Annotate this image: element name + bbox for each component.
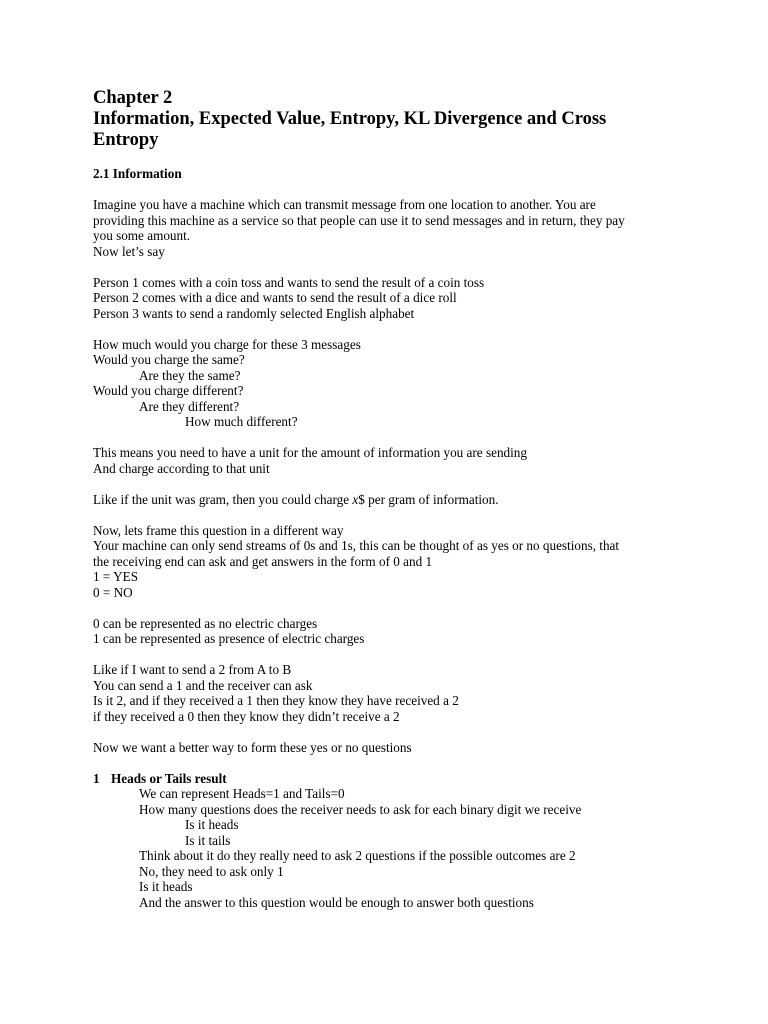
paragraph-line: Now we want a better way to form these yes or no questions <box>93 739 412 755</box>
chapter-label: Chapter 2 <box>93 88 173 108</box>
item-title: Heads or Tails result <box>111 770 227 786</box>
paragraph-line: Person 2 comes with a dice and wants to send the result of a dice roll <box>93 290 457 305</box>
paragraph-line: Would you charge the same? <box>93 352 245 367</box>
paragraph-line: Imagine you have a machine which can transmit message from one location to another. You are <box>93 197 596 212</box>
blank-line <box>93 321 713 337</box>
paragraph-line: Like if I want to send a 2 from A to B <box>93 662 292 677</box>
paragraph-line: Think about it do they really need to ask 2 questions if the possible outcomes are 2 <box>139 848 576 863</box>
paragraph-line: Is it tails <box>185 832 231 848</box>
blank-line <box>93 600 713 616</box>
paragraph-line: This means you need to have a unit for the amount of information you are sending <box>93 445 527 460</box>
paragraph-line: How many questions does the receiver needs to ask for each binary digit we receive <box>139 801 582 817</box>
paragraph-line: 0 can be represented as no electric charges <box>93 615 318 631</box>
section-heading: 2.1 Information <box>93 166 182 181</box>
variable-x: x <box>352 491 359 507</box>
paragraph-line: Is it heads <box>185 817 239 832</box>
paragraph-line: Are they the same? <box>139 367 241 383</box>
paragraph-line: Now, lets frame this question in a different way <box>93 522 344 538</box>
paragraph-line: Person 3 wants to send a randomly selected English alphabet <box>93 305 415 321</box>
blank-line <box>93 476 713 492</box>
chapter-title-line-1: Information, Expected Value, Entropy, KL Divergence and Cross <box>93 109 607 129</box>
paragraph-line: How much different? <box>185 414 298 429</box>
blank-line <box>93 259 713 275</box>
paragraph-line: the receiving end can ask and get answers in the form of 0 and 1 <box>93 553 433 569</box>
numbered-item-heading <box>93 771 713 787</box>
chapter-title <box>93 88 693 151</box>
chapter-title-line-2: Entropy <box>93 130 159 150</box>
paragraph-line: Is it heads <box>139 879 193 894</box>
paragraph-line: Is it 2, and if they received a 1 then they know they have received a 2 <box>93 693 459 708</box>
paragraph-line: Now let’s say <box>93 243 165 259</box>
body-text <box>93 197 713 910</box>
blank-line <box>93 647 713 663</box>
paragraph-line: providing this machine as a service so that people can use it to send messages and in return, they pay <box>93 212 625 228</box>
paragraph-line: And charge according to that unit <box>93 460 270 476</box>
paragraph-line: You can send a 1 and the receiver can ask <box>93 677 313 693</box>
paragraph-line: you some amount. <box>93 228 191 243</box>
paragraph-line: We can represent Heads=1 and Tails=0 <box>139 786 345 801</box>
blank-line <box>93 755 713 771</box>
paragraph-line: And the answer to this question would be enough to answer both questions <box>139 894 534 910</box>
paragraph-line: How much would you charge for these 3 messages <box>93 336 361 352</box>
blank-line <box>93 430 713 446</box>
gram-text-end: $ per gram of information. <box>358 491 499 507</box>
paragraph-line: if they received a 0 then they know they didn’t receive a 2 <box>93 708 400 724</box>
paragraph-line: Person 1 comes with a coin toss and wants to send the result of a coin toss <box>93 274 485 290</box>
blank-line <box>93 507 713 523</box>
paragraph-line: No, they need to ask only 1 <box>139 863 284 879</box>
blank-line <box>93 724 713 740</box>
paragraph-line: Are they different? <box>139 398 240 414</box>
paragraph-line: Would you charge different? <box>93 383 244 398</box>
paragraph-line <box>93 492 713 508</box>
paragraph-line: Your machine can only send streams of 0s and 1s, this can be thought of as yes or no questions, that <box>93 538 620 553</box>
paragraph-line: 1 can be represented as presence of electric charges <box>93 631 365 646</box>
paragraph-line: 0 = NO <box>93 584 133 600</box>
gram-text-start: Like if the unit was gram, then you could charge <box>93 491 353 507</box>
item-number: 1 <box>93 770 100 786</box>
paragraph-line: 1 = YES <box>93 569 139 584</box>
